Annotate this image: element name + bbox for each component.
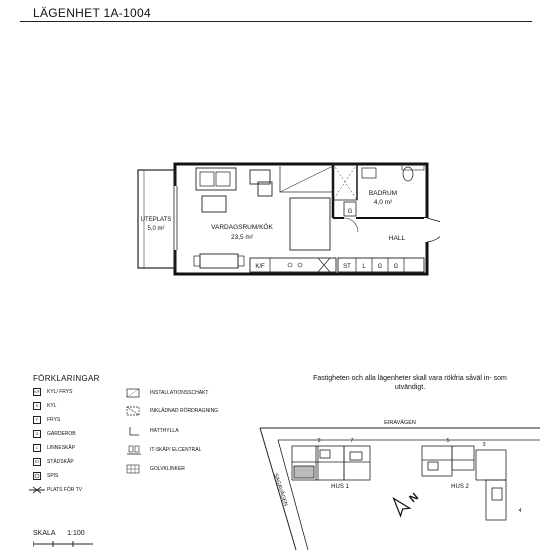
it-cabinet-icon xyxy=(126,444,142,456)
toilet xyxy=(403,167,413,181)
page-title: LÄGENHET 1A-1004 xyxy=(33,6,151,20)
fixture-g-bath: G xyxy=(347,209,353,215)
dining-table xyxy=(200,254,238,268)
patio-area: 5,0 m² xyxy=(147,226,165,232)
house-1 xyxy=(292,446,370,480)
hat-shelf-icon xyxy=(126,426,140,436)
north-label: N xyxy=(407,490,422,506)
legend-label: PLATS FÖR TV xyxy=(47,487,83,493)
site-number-3: 3 xyxy=(482,442,486,448)
street-side-label: SAGAVÄGEN xyxy=(272,472,289,508)
legend-label: IT-SKÅP/ ELCENTRAL xyxy=(150,447,202,453)
title-divider xyxy=(20,21,532,22)
legend-code: K xyxy=(33,402,41,410)
house-1-label: HUS 1 xyxy=(331,484,349,490)
legend-label: KYL/ FRYS xyxy=(47,389,73,395)
patio-name: UTEPLATS xyxy=(140,217,172,223)
legend-label: LINNESKÅP xyxy=(47,445,76,451)
coffee-table xyxy=(202,196,226,212)
legend-label: KYL xyxy=(47,403,57,409)
legend-label: STÄDSKÅP xyxy=(47,459,74,465)
scale xyxy=(33,530,85,537)
tv-icon xyxy=(29,486,45,494)
legend-label: HATTHYLLA xyxy=(150,428,179,434)
site-number-4: 4 xyxy=(518,508,522,514)
legend-label: FRYS xyxy=(47,417,61,423)
legend-code: L xyxy=(33,444,41,452)
bath-area: 4,0 m² xyxy=(373,199,393,206)
smoke-free-notice: Fastigheten och alla lägenheter skall vara rökfria såväl in- som utvändigt. xyxy=(313,375,507,391)
fixture-kf: K/F xyxy=(255,264,265,270)
legend-label: INSTALLATIONSSCHAKT xyxy=(150,390,209,396)
boxed-pipe-icon xyxy=(126,406,140,416)
floor-tile-icon xyxy=(126,464,140,474)
legend-code: F xyxy=(33,416,41,424)
house-2 xyxy=(422,446,506,520)
legend-code: ST xyxy=(34,460,40,464)
legend-label: INKLÄDNAD RÖRDRAGNING xyxy=(150,408,219,414)
sink xyxy=(362,168,376,178)
living-name: VARDAGSRUM/KÖK xyxy=(211,224,273,231)
bath-name: BADRUM xyxy=(368,190,398,197)
legend-label: SPIS xyxy=(47,473,59,479)
street-top-label: EIRAVÄGEN xyxy=(384,420,416,426)
installation-shaft-icon xyxy=(126,388,140,398)
bed xyxy=(290,198,330,250)
site-number-9: 9 xyxy=(317,438,321,444)
stove-icon xyxy=(33,472,41,480)
legend-label: GARDEROB xyxy=(47,431,76,437)
legend-label: GOLVKLINKER xyxy=(150,466,185,472)
house-2-label: HUS 2 xyxy=(451,484,469,490)
fixture-g2: G xyxy=(393,264,399,270)
scale-value: 1:100 xyxy=(67,530,85,537)
legend-code: G xyxy=(33,430,41,438)
scale-bar xyxy=(33,541,93,547)
living-area: 23,5 m² xyxy=(230,234,254,241)
legend-code: K/F xyxy=(34,390,40,394)
site-plan xyxy=(250,416,540,550)
site-number-7: 7 xyxy=(350,438,354,444)
north-arrow-icon xyxy=(389,485,421,516)
legend-heading: FÖRKLARINGAR xyxy=(33,374,100,383)
floor-plan xyxy=(130,160,440,278)
scale-label: SKALA xyxy=(33,530,56,537)
hall-name: HALL xyxy=(388,235,406,242)
fixture-l: L xyxy=(362,264,366,270)
fixture-g1: G xyxy=(377,264,383,270)
fixture-st: ST xyxy=(343,264,351,270)
site-number-5: 5 xyxy=(446,438,450,444)
